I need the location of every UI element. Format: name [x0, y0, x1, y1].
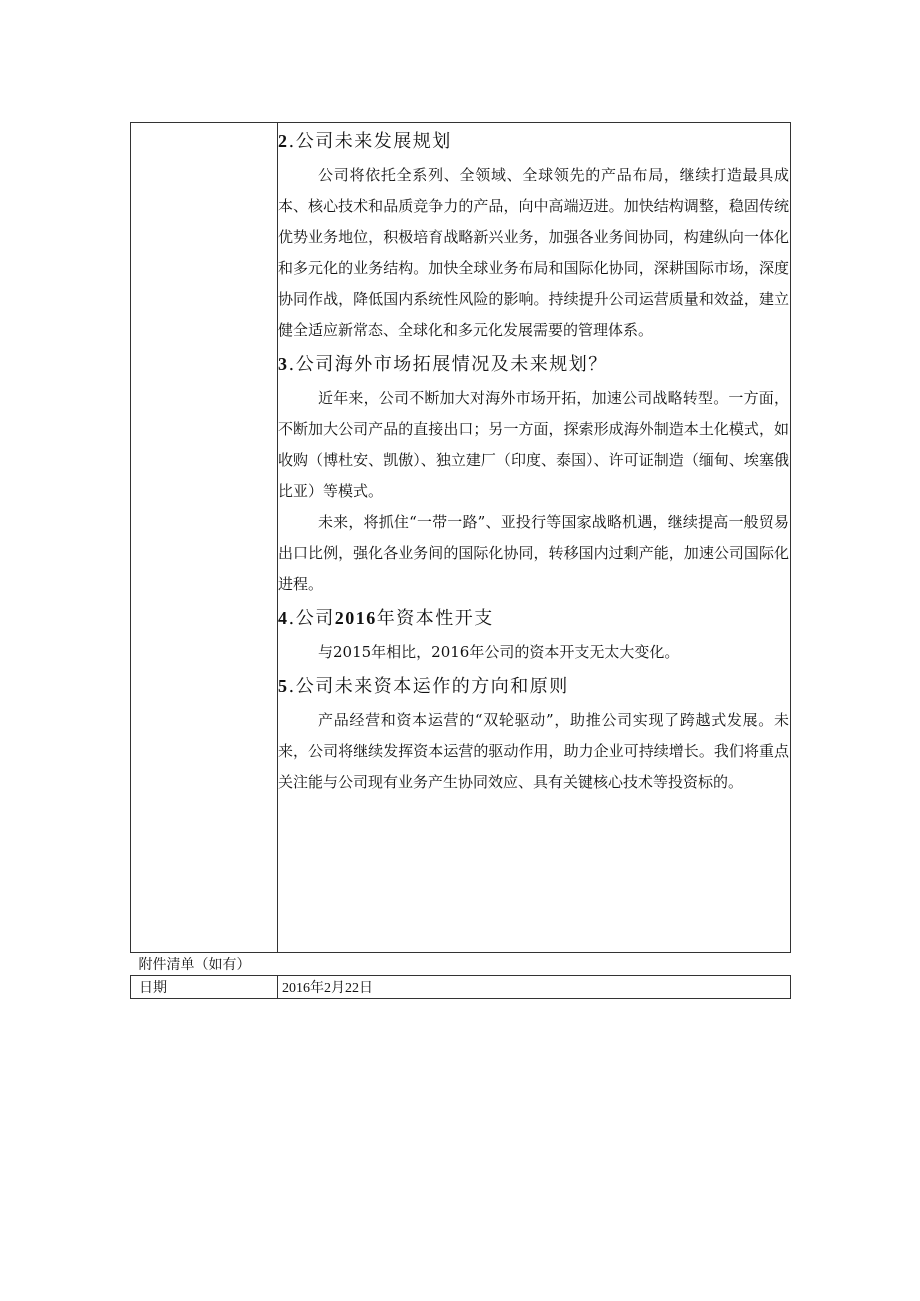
date-row — [131, 976, 791, 999]
section-heading-5: 5.公司未来资本运作的方向和原则 — [278, 676, 569, 697]
section-heading-3: 3.公司海外市场拓展情况及未来规划？ — [278, 354, 608, 375]
date-value: 2016年2月22日 — [278, 976, 791, 999]
date-label: 日期 — [131, 976, 278, 999]
document-table — [130, 122, 791, 999]
left-label-cell — [131, 123, 278, 953]
section-3-paragraph-2: 未来，将抓住“一带一路”、亚投行等国家战略机遇，继续提高一般贸易出口比例，强化各业务间的国际化协同，转移国内过剩产能，加速公司国际化进程。 — [278, 513, 789, 593]
attachments-label: 附件清单（如有） — [138, 957, 251, 973]
content-row — [131, 123, 791, 953]
section-2-paragraph: 公司将依托全系列、全领域、全球领先的产品布局，继续打造最具成本、核心技术和品质竞争力的产品，向中高端迈进。加快结构调整，稳固传统优势业务地位，积极培育战略新兴业务，加强各业务间协同，构建纵向一体化和多元化的业务结构。加快全球业务布局和国际化协同，深耕国际市场，深度协同作战，降低国内系统性风险的影响。持续提升公司运营质量和效益，建立健全适应新常态、全球化和多元化发展需要的管理体系。 — [278, 166, 789, 339]
section-5-paragraph: 产品经营和资本运营的“双轮驱动”，助推公司实现了跨越式发展。未来，公司将继续发挥资本运营的驱动作用，助力企业可持续增长。我们将重点关注能与公司现有业务产生协同效应、具有关键核心技术等投资标的。 — [278, 711, 789, 791]
section-heading-2: 2.公司未来发展规划 — [278, 131, 452, 152]
attachments-row — [131, 953, 791, 976]
section-4-paragraph: 与2015年相比，2016年公司的资本开支无太大变化。 — [318, 643, 680, 661]
section-heading-4: 4.公司2016年资本性开支 — [278, 608, 494, 629]
content-cell — [278, 123, 791, 953]
section-3-paragraph-1: 近年来，公司不断加大对海外市场开拓，加速公司战略转型。一方面，不断加大公司产品的直接出口；另一方面，探索形成海外制造本土化模式，如收购（博杜安、凯傲）、独立建厂（印度、泰国）、许可证制造（缅甸、埃塞俄比亚）等模式。 — [278, 389, 789, 500]
